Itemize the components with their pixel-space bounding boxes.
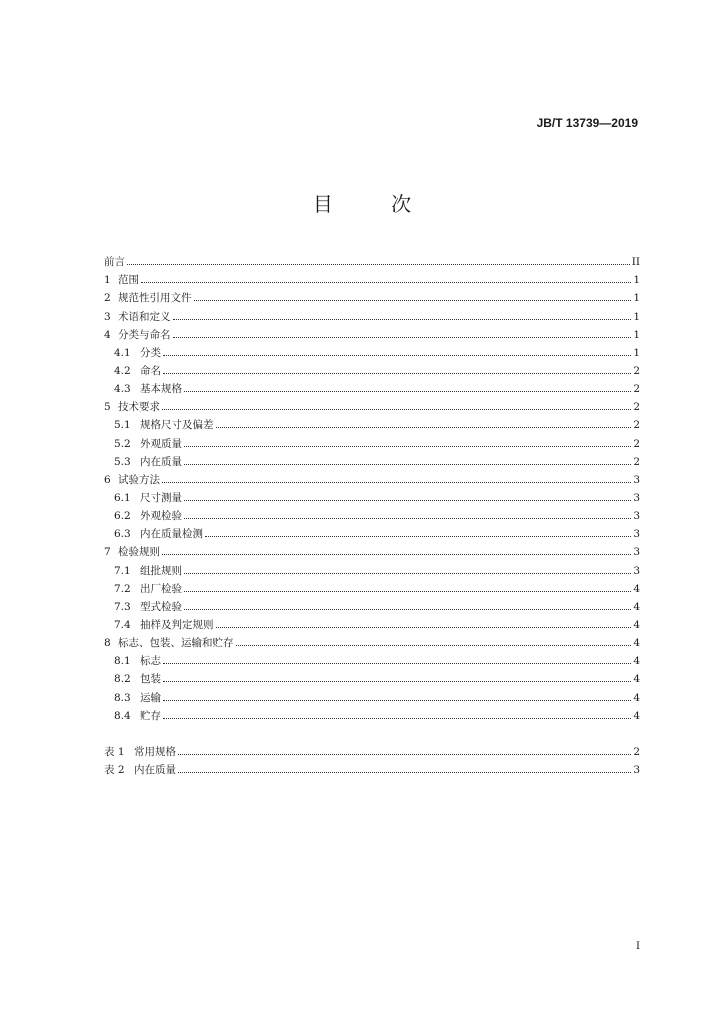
toc-entry-page: 4 <box>633 618 640 631</box>
toc-entry[interactable] <box>104 558 640 576</box>
toc-entry-title: 分类 <box>140 346 161 359</box>
toc-entry[interactable] <box>104 286 640 304</box>
toc-entry-number: 3 <box>104 310 111 323</box>
toc-entry-number: 8.1 <box>114 655 131 668</box>
toc-entry-title: 标志 <box>140 655 161 668</box>
toc-entry[interactable] <box>104 613 640 631</box>
dot-leader <box>163 718 631 719</box>
toc-entry-page: 4 <box>633 691 640 704</box>
toc-entry-page: 4 <box>633 709 640 722</box>
dot-leader <box>127 264 630 265</box>
toc-entry-number: 8.3 <box>114 691 131 704</box>
toc-entry-number: 7.3 <box>114 600 131 613</box>
toc-entry-number: 4.1 <box>114 346 131 359</box>
toc-entry-title: 基本规格 <box>140 383 182 396</box>
toc-entry[interactable] <box>104 649 640 667</box>
toc-entry[interactable] <box>104 486 640 504</box>
toc-entry[interactable] <box>104 577 640 595</box>
toc-entry-number: 6.1 <box>114 491 131 504</box>
toc-entry-title: 内在质量 <box>140 455 182 468</box>
toc-entry-page: 2 <box>633 401 640 414</box>
toc-entry-number: 6.2 <box>114 510 131 523</box>
toc-entry[interactable] <box>104 341 640 359</box>
toc-entry-title: 抽样及判定规则 <box>140 618 214 631</box>
toc-entry-number: 4 <box>104 328 111 341</box>
toc-entry[interactable] <box>104 667 640 685</box>
toc-entry-title: 贮存 <box>140 709 161 722</box>
toc-entry-number: 4.2 <box>114 364 131 377</box>
toc-entry[interactable] <box>104 359 640 377</box>
dot-leader <box>141 282 631 283</box>
toc-entry-number: 5.3 <box>114 455 131 468</box>
toc-entry-page: 4 <box>633 655 640 668</box>
dot-leader <box>162 554 631 555</box>
toc-entry-number: 7.4 <box>114 618 131 631</box>
toc-entry-number: 5 <box>104 401 111 414</box>
toc-entry-title: 组批规则 <box>140 564 182 577</box>
page-title: 目 次 <box>312 192 438 216</box>
toc-entry-title: 外观检验 <box>140 510 182 523</box>
toc-entry-title: 前言 <box>104 256 125 269</box>
toc-entry-number: 6.3 <box>114 528 131 541</box>
toc-table-entry[interactable] <box>104 758 640 776</box>
toc-table-number: 表 1 <box>104 745 125 758</box>
toc-entry-page: 1 <box>633 328 640 341</box>
toc-entry-page: 2 <box>633 455 640 468</box>
toc-entry-number: 8.4 <box>114 709 131 722</box>
toc-entry[interactable] <box>104 323 640 341</box>
toc-entry[interactable] <box>104 595 640 613</box>
toc-entry[interactable] <box>104 522 640 540</box>
toc-entry-page: 2 <box>633 383 640 396</box>
toc-entry[interactable] <box>104 304 640 322</box>
dot-leader <box>163 681 631 682</box>
toc-entry-title: 运输 <box>140 691 161 704</box>
toc-entry-title: 命名 <box>140 364 161 377</box>
toc-entry-page: 3 <box>633 491 640 504</box>
dot-leader <box>163 373 631 374</box>
dot-leader <box>163 355 631 356</box>
dot-leader <box>178 754 631 755</box>
dot-leader <box>163 700 631 701</box>
dot-leader <box>184 609 631 610</box>
standard-code: JB/T 13739—2019 <box>536 116 638 130</box>
toc-table-page: 2 <box>633 745 640 758</box>
toc-entry-page: 4 <box>633 637 640 650</box>
toc-entry-number: 8 <box>104 637 111 650</box>
toc-entry-title: 包装 <box>140 673 161 686</box>
toc-entry-title: 出厂检验 <box>140 582 182 595</box>
dot-leader <box>184 464 631 465</box>
dot-leader <box>216 427 632 428</box>
page-number: I <box>636 941 640 952</box>
toc-entry[interactable] <box>104 395 640 413</box>
dot-leader <box>163 663 631 664</box>
toc-entry[interactable] <box>104 504 640 522</box>
dot-leader <box>184 573 631 574</box>
dot-leader <box>216 627 632 628</box>
toc-entry-page: 4 <box>633 582 640 595</box>
toc-entry-title: 内在质量检测 <box>140 528 203 541</box>
toc-entry-page: 1 <box>633 346 640 359</box>
toc-entry-page: 4 <box>633 600 640 613</box>
toc-entry-title: 外观质量 <box>140 437 182 450</box>
toc-entry-number: 5.1 <box>114 419 131 432</box>
toc-entry-page: 2 <box>633 419 640 432</box>
toc-entry-title: 技术要求 <box>118 401 160 414</box>
toc-entry-title: 术语和定义 <box>118 310 171 323</box>
toc-entry-number: 7.2 <box>114 582 131 595</box>
toc-entry-page: 1 <box>633 310 640 323</box>
toc-entry[interactable] <box>104 540 640 558</box>
dot-leader <box>184 391 631 392</box>
toc-entry[interactable] <box>104 268 640 286</box>
toc-entry-title: 范围 <box>118 274 139 287</box>
toc-entry[interactable] <box>104 377 640 395</box>
dot-leader <box>184 446 631 447</box>
toc-entry[interactable] <box>104 468 640 486</box>
toc-entry-page: 3 <box>633 528 640 541</box>
toc-entry-title: 规格尺寸及偏差 <box>140 419 214 432</box>
table-of-contents <box>104 250 640 776</box>
toc-entry-title: 型式检验 <box>140 600 182 613</box>
toc-table-number: 表 2 <box>104 763 125 776</box>
toc-table-page: 3 <box>633 763 640 776</box>
toc-entry-page: 3 <box>633 473 640 486</box>
toc-entry-title: 检验规则 <box>118 546 160 559</box>
toc-entry[interactable] <box>104 450 640 468</box>
dot-leader <box>184 518 631 519</box>
toc-entry-page: 3 <box>633 510 640 523</box>
toc-entry-title: 规范性引用文件 <box>118 292 192 305</box>
toc-table-title: 内在质量 <box>134 763 176 776</box>
dot-leader <box>162 409 631 410</box>
toc-entry-number: 7.1 <box>114 564 131 577</box>
toc-entry[interactable] <box>104 704 640 722</box>
dot-leader <box>194 300 632 301</box>
dot-leader <box>205 536 631 537</box>
toc-entry-number: 8.2 <box>114 673 131 686</box>
toc-entry-page: 2 <box>633 437 640 450</box>
toc-entry-title: 标志、包装、运输和贮存 <box>118 637 234 650</box>
toc-entry[interactable] <box>104 685 640 703</box>
toc-entry-page: 4 <box>633 673 640 686</box>
toc-entry[interactable] <box>104 250 640 268</box>
toc-table-title: 常用规格 <box>134 745 176 758</box>
dot-leader <box>173 337 632 338</box>
dot-leader <box>184 500 631 501</box>
toc-entry-page: 1 <box>633 274 640 287</box>
toc-entry-page: II <box>631 256 640 269</box>
toc-entry-number: 6 <box>104 473 111 486</box>
toc-entry-title: 分类与命名 <box>118 328 171 341</box>
toc-entry[interactable] <box>104 631 640 649</box>
toc-entry-number: 5.2 <box>114 437 131 450</box>
toc-entry-title: 尺寸测量 <box>140 491 182 504</box>
toc-table-entry[interactable] <box>104 740 640 758</box>
toc-entry-page: 3 <box>633 546 640 559</box>
toc-entry[interactable] <box>104 431 640 449</box>
toc-entry-page: 3 <box>633 564 640 577</box>
toc-entry[interactable] <box>104 413 640 431</box>
toc-entry-page: 2 <box>633 364 640 377</box>
toc-entry-title: 试验方法 <box>118 473 160 486</box>
toc-entry-number: 4.3 <box>114 383 131 396</box>
dot-leader <box>236 645 632 646</box>
toc-entry-number: 7 <box>104 546 111 559</box>
dot-leader <box>162 482 631 483</box>
dot-leader <box>184 591 631 592</box>
toc-entry-number: 2 <box>104 292 111 305</box>
dot-leader <box>178 772 631 773</box>
dot-leader <box>173 319 632 320</box>
toc-entry-number: 1 <box>104 274 111 287</box>
toc-entry-page: 1 <box>633 292 640 305</box>
